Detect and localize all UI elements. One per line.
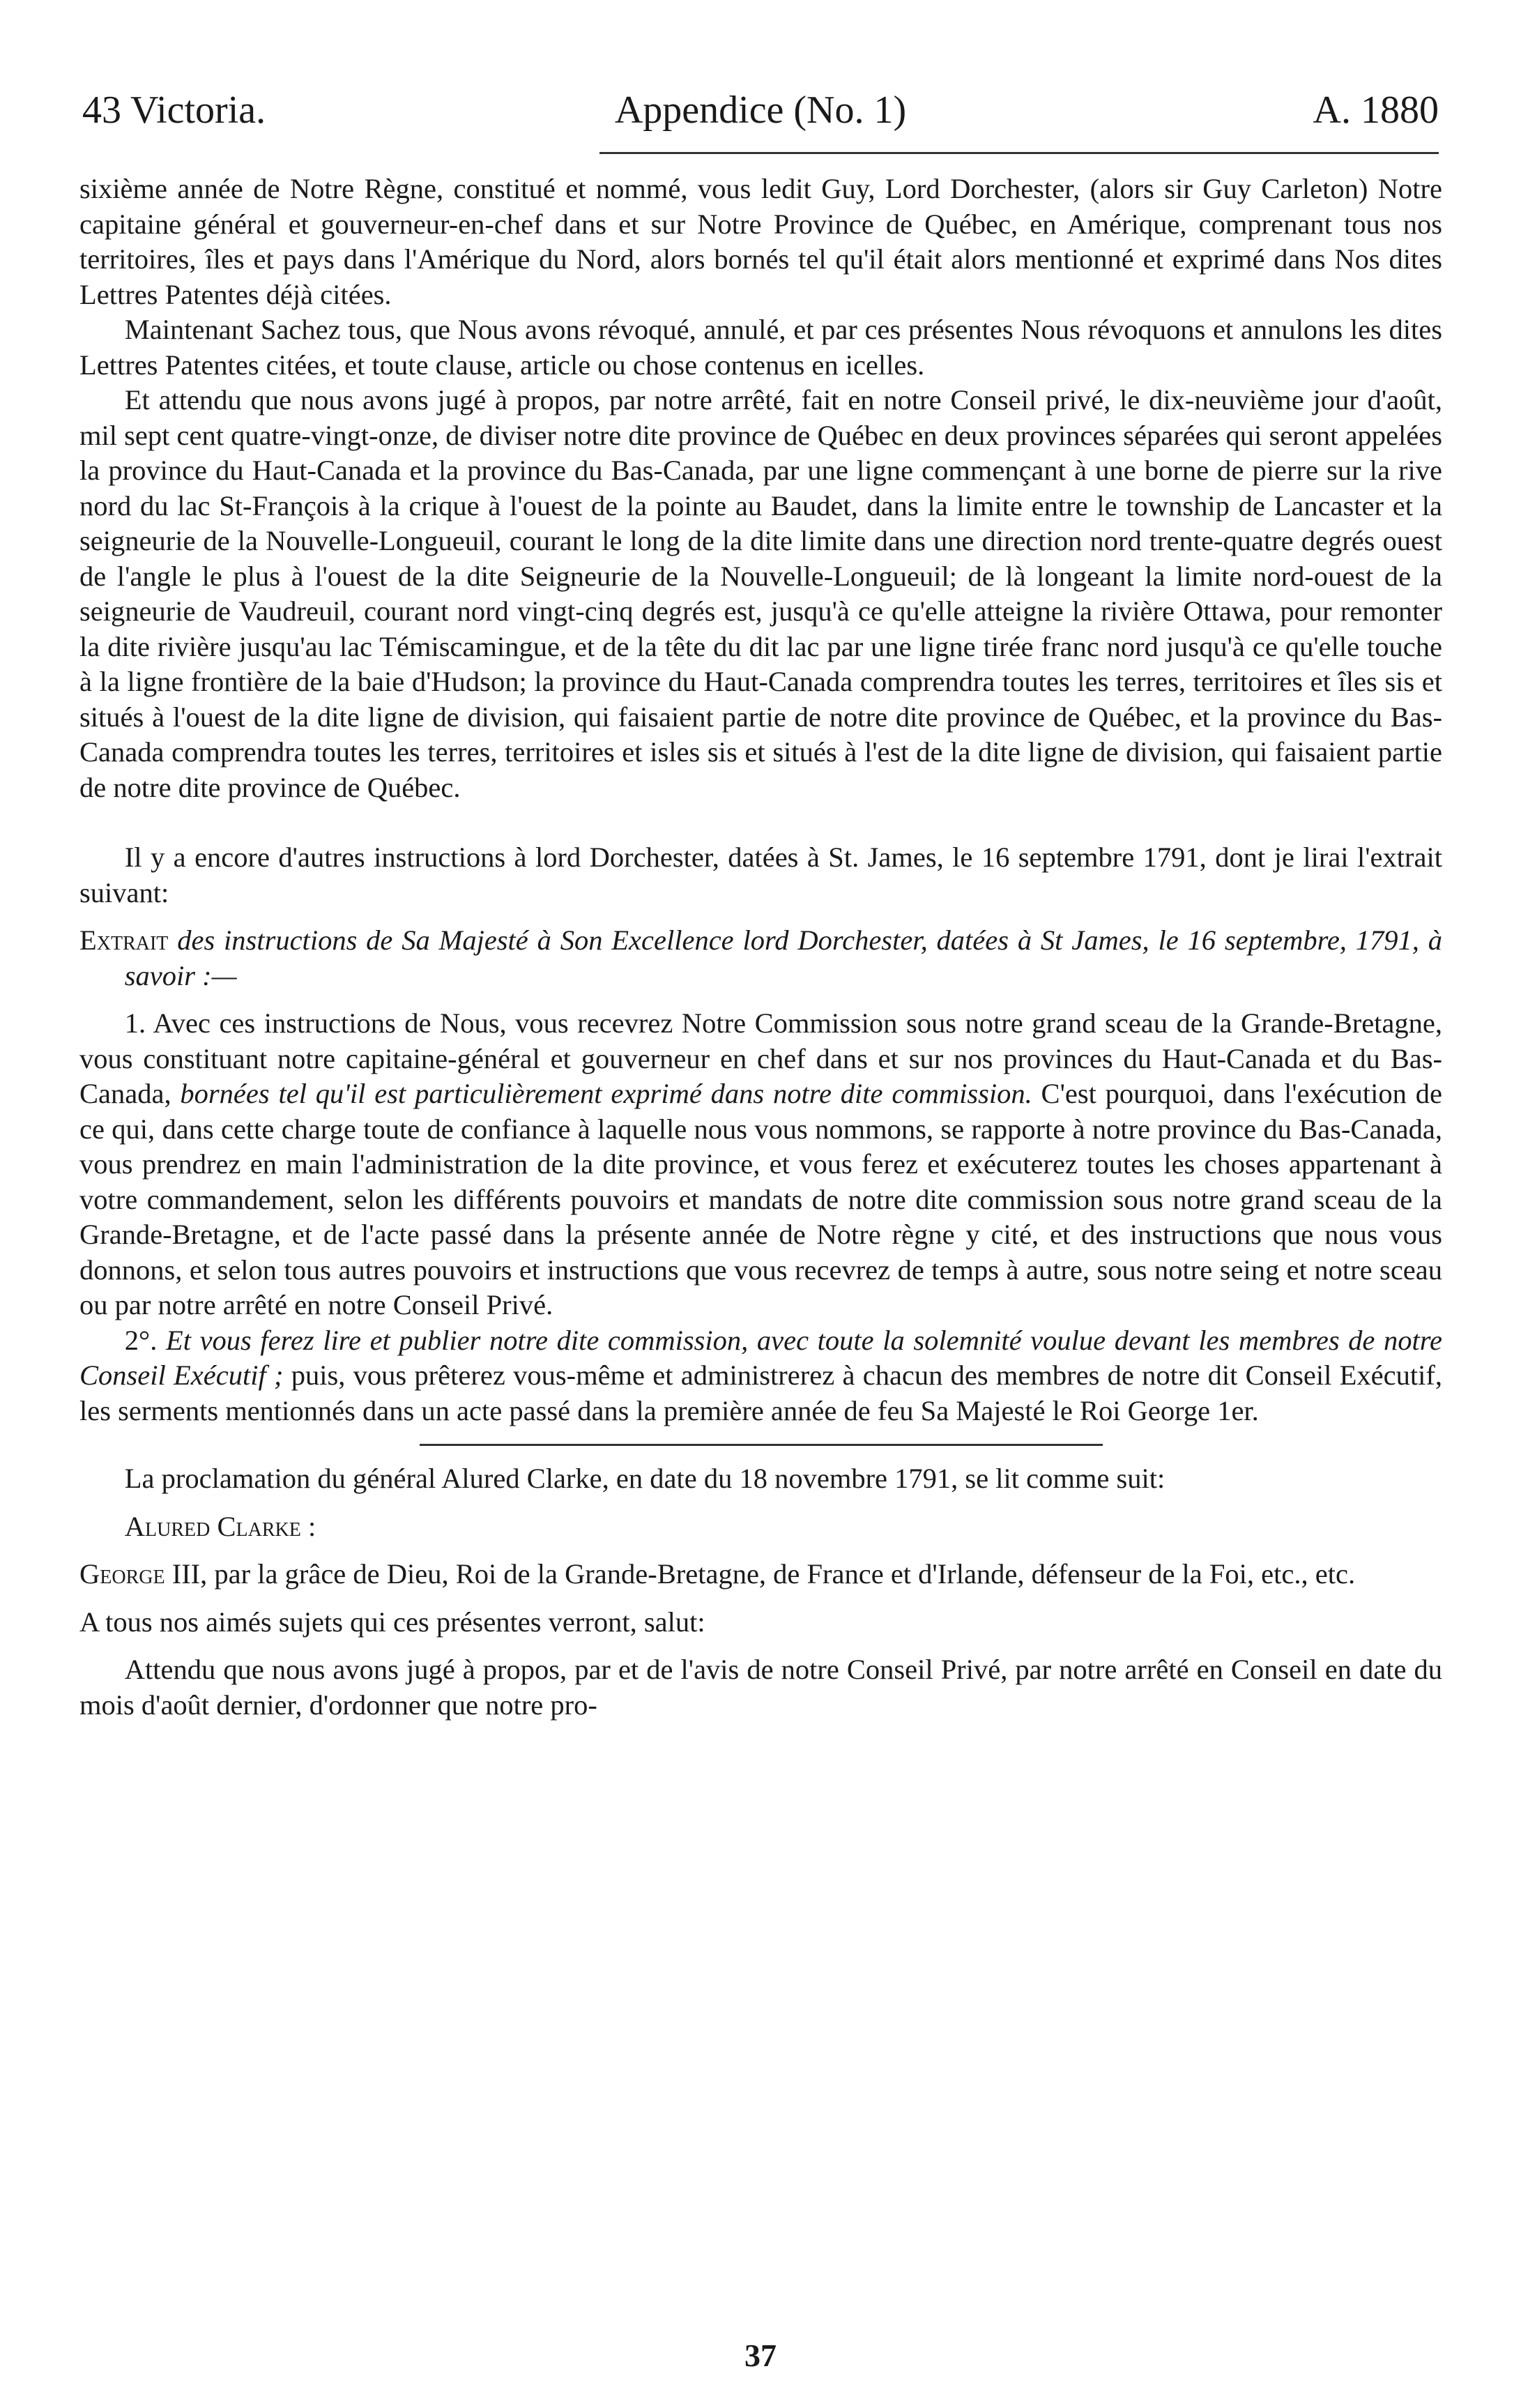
paragraph-4: Il y a encore d'autres instructions à lord Dorchester, datées à St. James, le 16 septembre 1791, dont je lirai l'extrait suivant: — [79, 841, 1442, 908]
paragraph-2: Maintenant Sachez tous, que Nous avons révoqué, annulé, et par ces présentes Nous révoquons et annulons les dites Lettres Patentes citées, et toute clause, article ou chose contenus en icelles. — [79, 314, 1442, 381]
instruction-2-number: 2°. — [124, 1324, 158, 1356]
spacer — [79, 910, 1442, 923]
salutation: A tous nos aimés sujets qui ces présentes verront, salut: — [79, 1606, 705, 1638]
header-rule — [599, 152, 1439, 154]
instruction-1-b: C'est pourquoi, dans l'exécution de ce qui, dans cette charge toute de confiance à laquelle nous vous nommons, se rapporte à notre province du Bas-Canada, vous prendrez en main l'administration de la dite province, et vous ferez et exécuterez toutes les choses appartenant à votre commandement, selon les différents pouvoirs et mandats de notre dite commission sous notre grand sceau de la Grande-Bretagne, et de l'acte passé dans la présente année de Notre règne y cité, et des instructions que nous vous donnons, et selon tous autres pouvoirs et instructions que vous recevrez de temps à autre, sous notre seing et notre sceau ou par notre arrêté en notre Conseil Privé. — [79, 1078, 1442, 1320]
george-line — [79, 1557, 1442, 1592]
section-divider — [420, 1444, 1103, 1446]
spacer — [79, 1592, 1442, 1605]
george-rest: III, par la grâce de Dieu, Roi de la Grande-Bretagne, de France et d'Irlande, défenseur de la Foi, etc., etc. — [165, 1558, 1356, 1590]
paragraph-proclamation: La proclamation du général Alured Clarke, en date du 18 novembre 1791, se lit comme suit: — [124, 1463, 1165, 1494]
instruction-2 — [79, 1323, 1442, 1429]
extrait-heading — [79, 923, 1442, 993]
paragraph-final: Attendu que nous avons jugé à propos, par et de l'avis de notre Conseil Privé, par notre arrêté en Conseil en date du mois d'août dernier, d'ordonner que notre pro- — [79, 1654, 1442, 1721]
header-year: A. 1880 — [1313, 89, 1439, 132]
spacer — [79, 1544, 1442, 1557]
signature-line: Alured Clarke : — [124, 1510, 316, 1542]
extrait-text: des instructions de Sa Majesté à Son Excellence lord Dorchester, datées à St James, le 16 septembre, 1791, à savoir :— — [124, 924, 1442, 991]
header-title: Appendice (No. 1) — [614, 89, 907, 132]
instruction-1 — [79, 1006, 1442, 1323]
spacer — [79, 1497, 1442, 1509]
instruction-2-b: puis, vous prêterez vous-même et administrerez à chacun des membres de notre dit Conseil Exécutif, les serments mentionnés dans un acte passé dans la première année de feu Sa Majesté le Roi George 1er. — [79, 1359, 1442, 1426]
paragraph-3: Et attendu que nous avons jugé à propos, par notre arrêté, fait en notre Conseil privé, le dix-neuvième jour d'août, mil sept cent quatre-vingt-onze, de diviser notre dite province de Québec en deux provinces séparées qui seront appelées la province du Haut-Canada et la province du Bas-Canada, par une ligne commençant à une borne de pierre sur la rive nord du lac St-François à la crique à l'ouest de la pointe au Baudet, dans la limite entre le township de Lancaster et la seigneurie de la Nouvelle-Longueuil, courant le long de la dite limite dans une direction nord trente-quatre degrés ouest de l'angle le plus à l'ouest de la dite Seigneurie de la Nouvelle-Longueuil; de là longeant la limite nord-ouest de la seigneurie de Vaudreuil, courant nord vingt-cinq degrés est, jusqu'à ce qu'elle atteigne la rivière Ottawa, pour remonter la dite rivière jusqu'au lac Témiscamingue, et de la tête du dit lac par une ligne tirée franc nord jusqu'à ce qu'elle touche à la ligne frontière de la baie d'Hudson; la province du Haut-Canada comprendra toutes les terres, territoires et îles sis et situés à l'ouest de la dite ligne de division, qui faisaient partie de notre dite province de Québec, et la province du Bas-Canada comprendra toutes les terres, territoires et isles sis et situés à l'est de la dite ligne de division, qui faisaient partie de notre dite province de Québec. — [79, 384, 1442, 803]
spacer — [79, 993, 1442, 1006]
header-session: 43 Victoria. — [82, 89, 266, 132]
george-lead: George — [79, 1558, 165, 1590]
paragraph-1: sixième année de Notre Règne, constitué et nommé, vous ledit Guy, Lord Dorchester, (alors sir Guy Carleton) Notre capitaine général et gouverneur-en-chef dans et sur Notre Province de Québec, en Amérique, comprenant tous nos territoires, îles et pays dans l'Amérique du Nord, alors bornés tel qu'il était alors mentionné et exprimé dans Nos dites Lettres Patentes déjà citées. — [79, 173, 1442, 310]
spacer — [79, 1640, 1442, 1652]
extrait-lead: Extrait — [79, 924, 169, 956]
running-header — [82, 82, 1439, 138]
document-body — [79, 172, 1442, 1723]
spacer — [79, 805, 1442, 840]
instruction-1-italic: bornées tel qu'il est particulièrement exprimé dans notre dite commission. — [180, 1078, 1032, 1109]
instruction-1-a: 1. Avec ces instructions de Nous, vous recevrez Notre Commission sous notre grand sceau de la Grande-Bretagne, vous constituant notre capitaine-général et gouverneur en chef dans et sur nos provinces du Haut-Canada et du Bas-Canada, — [79, 1007, 1442, 1109]
page-number: 37 — [744, 2338, 777, 2373]
instruction-2-italic: Et vous ferez lire et publier notre dite commission, avec toute la solemnité voulue devant les membres de notre Conseil Exécutif ; — [79, 1324, 1442, 1391]
